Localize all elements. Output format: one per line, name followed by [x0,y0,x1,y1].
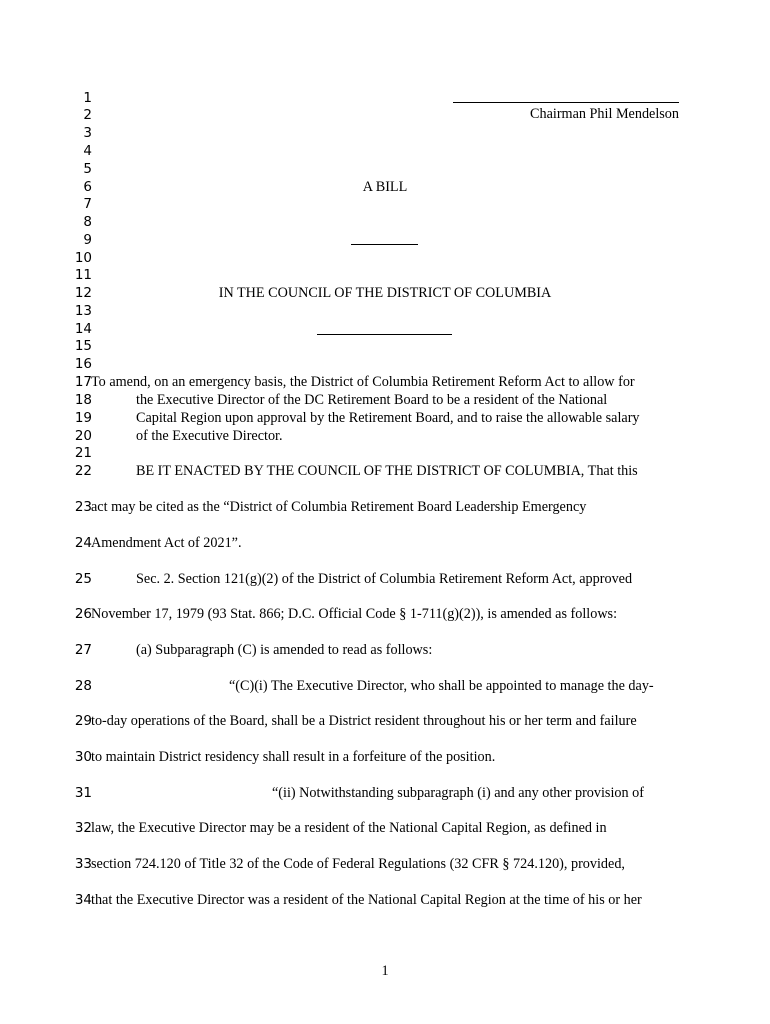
line-number: 31 [74,785,92,801]
line-number: 30 [74,749,92,765]
line-number: 5 [83,161,92,177]
line-number: 23 [74,499,92,515]
line-number: 16 [74,356,92,372]
line-number: 17 [74,374,92,390]
signature-line [453,102,679,103]
line-number: 32 [74,820,92,836]
page-number: 1 [381,963,389,979]
line-number: 4 [83,143,92,159]
purpose-line: Capital Region upon approval by the Retirement Board, and to raise the allowable salary [136,410,640,426]
line-number: 20 [74,428,92,444]
body-line: that the Executive Director was a resident of the National Capital Region at the time of his or her [91,892,642,908]
line-number: 3 [83,125,92,141]
purpose-line: of the Executive Director. [136,428,283,444]
line-number: 18 [74,392,92,408]
line-number: 24 [74,535,92,551]
line-number: 34 [74,892,92,908]
line-number: 27 [74,642,92,658]
line-number: 22 [74,463,92,479]
bill-title: A BILL [362,179,408,195]
line-number: 1 [83,90,92,106]
body-line: BE IT ENACTED BY THE COUNCIL OF THE DISTRICT OF COLUMBIA, That this [136,463,638,479]
line-number: 11 [74,267,92,283]
line-number: 25 [74,571,92,587]
body-line: to maintain District residency shall result in a forfeiture of the position. [91,749,496,765]
body-line: section 724.120 of Title 32 of the Code of Federal Regulations (32 CFR § 724.120), provided, [91,856,625,872]
body-line: “(ii) Notwithstanding subparagraph (i) and any other provision of [272,785,644,801]
purpose-line: the Executive Director of the DC Retirement Board to be a resident of the National [136,392,608,408]
signer-name: Chairman Phil Mendelson [530,106,679,122]
body-line: Sec. 2. Section 121(g)(2) of the District of Columbia Retirement Reform Act, approved [136,571,633,587]
body-line: “(C)(i) The Executive Director, who shall be appointed to manage the day- [229,678,654,694]
body-line: Amendment Act of 2021”. [91,535,242,551]
bill-number-line [351,244,418,245]
line-number: 6 [83,179,92,195]
line-number: 14 [74,321,92,337]
line-number: 19 [74,410,92,426]
line-number: 28 [74,678,92,694]
line-number: 10 [74,250,92,266]
line-number: 15 [74,338,92,354]
line-number: 9 [83,232,92,248]
line-number: 29 [74,713,92,729]
line-number: 12 [74,285,92,301]
body-line: act may be cited as the “District of Columbia Retirement Board Leadership Emergency [91,499,587,515]
date-line [317,334,452,335]
line-number: 33 [74,856,92,872]
line-number: 13 [74,303,92,319]
body-line: law, the Executive Director may be a resident of the National Capital Region, as defined in [91,820,607,836]
council-heading: IN THE COUNCIL OF THE DISTRICT OF COLUMBIA [218,285,552,301]
line-number: 2 [83,107,92,123]
body-line: to-day operations of the Board, shall be a District resident throughout his or her term and failure [91,713,637,729]
line-number: 21 [74,445,92,461]
body-line: November 17, 1979 (93 Stat. 866; D.C. Official Code § 1-711(g)(2)), is amended as follows: [91,606,618,622]
line-number: 7 [83,196,92,212]
body-line: (a) Subparagraph (C) is amended to read as follows: [136,642,433,658]
line-number: 8 [83,214,92,230]
line-number: 26 [74,606,92,622]
purpose-line: To amend, on an emergency basis, the District of Columbia Retirement Reform Act to allow for [91,374,635,390]
